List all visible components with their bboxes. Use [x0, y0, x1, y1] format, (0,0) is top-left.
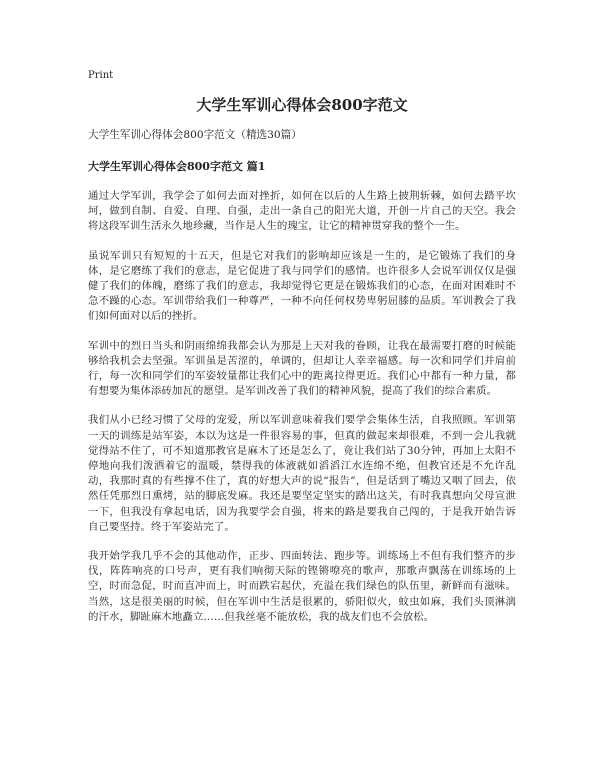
paragraph: 虽说军训只有短短的十五天，但是它对我们的影响却应该是一生的，是它锻炼了我们的身体，是它磨练了我们的意志，是它促进了我与同学们的感情。也许很多人会说军训仅仅是强健了我们的体魄，磨练了我们的意志，我却觉得它更是在锻炼我们的心态，在面对困难时不急不躁的心态。军训带给我们一种尊严，一种不向任何权势卑躬屈膝的品质。军训教会了我们如何面对以后的挫折。	[88, 249, 516, 323]
document-subtitle: 大学生军训心得体会800字范文（精选30篇）	[88, 129, 302, 141]
section-heading: 大学生军训心得体会800字范文 篇1	[88, 160, 266, 173]
paragraph: 我们从小已经习惯了父母的宠爱，所以军训意味着我们要学会集体生活，自我照顾。军训第一天的训练是站军姿，本以为这是一件很容易的事，但真的做起来却很难，不到一会儿我就觉得站不住了，可不知道那教官是麻木了还是怎么了，竟让我们站了30分钟，再加上太阳不停地向我们泼洒着它的温暖，禁得我的体液就如滔滔江水连绵不绝，但教官还是不允许乱动，我那时真的有些撑不住了，真的好想大声的说“报告”，但是话到了嘴边又咽了回去，依然任凭那烈日熏烤，站的脚底发麻。我还是要坚定坚实的踏出这关，有时我真想向父母宣泄一下，但我没有拿起电话，因为我要学会自强，将来的路是要我自己闯的，于是我开始告诉自己要坚持。终于军姿站完了。	[88, 414, 516, 533]
paragraph: 我开始学我几乎不会的其他动作，正步、四面转法、跑步等。训练场上不但有我们整齐的步伐，阵阵响亮的口号声，更有我们响彻天际的铿锵嘹亮的歌声，那歌声飘荡在训练场的上空，时而急促，时而直冲而上，时而跌宕起伏，充溢在我们绿色的队伍里，新鲜而有滋味。当然，这是很美丽的时候，但在军训中生活是很累的，骄阳似火，蚊虫如麻，我们头顶淋漓的汗水，脚趾麻木地矗立……但我丝毫不能放松，我的战友们也不会放松。	[88, 550, 516, 623]
print-label: Print	[88, 70, 114, 81]
paragraph: 通过大学军训，我学会了如何去面对挫折，如何在以后的人生路上披荆斩棘，如何去踏平坎坷，做到自制、自爱、自理、自强，走出一条自己的阳光大道，开创一片自己的天空。我会将这段军训生活永久地珍藏，当作是人生的瑰宝，让它的精神贯穿我的整个一生。	[88, 190, 516, 233]
document-title: 大学生军训心得体会800字范文	[196, 96, 408, 114]
paragraph: 军训中的烈日当头和阴雨绵绵我都会认为那是上天对我的眷顾，让我在最需要打磨的时候能够给我机会去坚强。军训虽是苦涩的，单调的，但却让人幸幸福感。每一次和同学们并肩前行，每一次和同学们的军姿较量都让我们心中的距离拉得更近。我们心中都有一种力量，都有想要为集体添砖加瓦的愿望。是军训改善了我们的精神风貌，提高了我们的综合素质。	[88, 339, 516, 398]
document-page	[88, 70, 516, 639]
